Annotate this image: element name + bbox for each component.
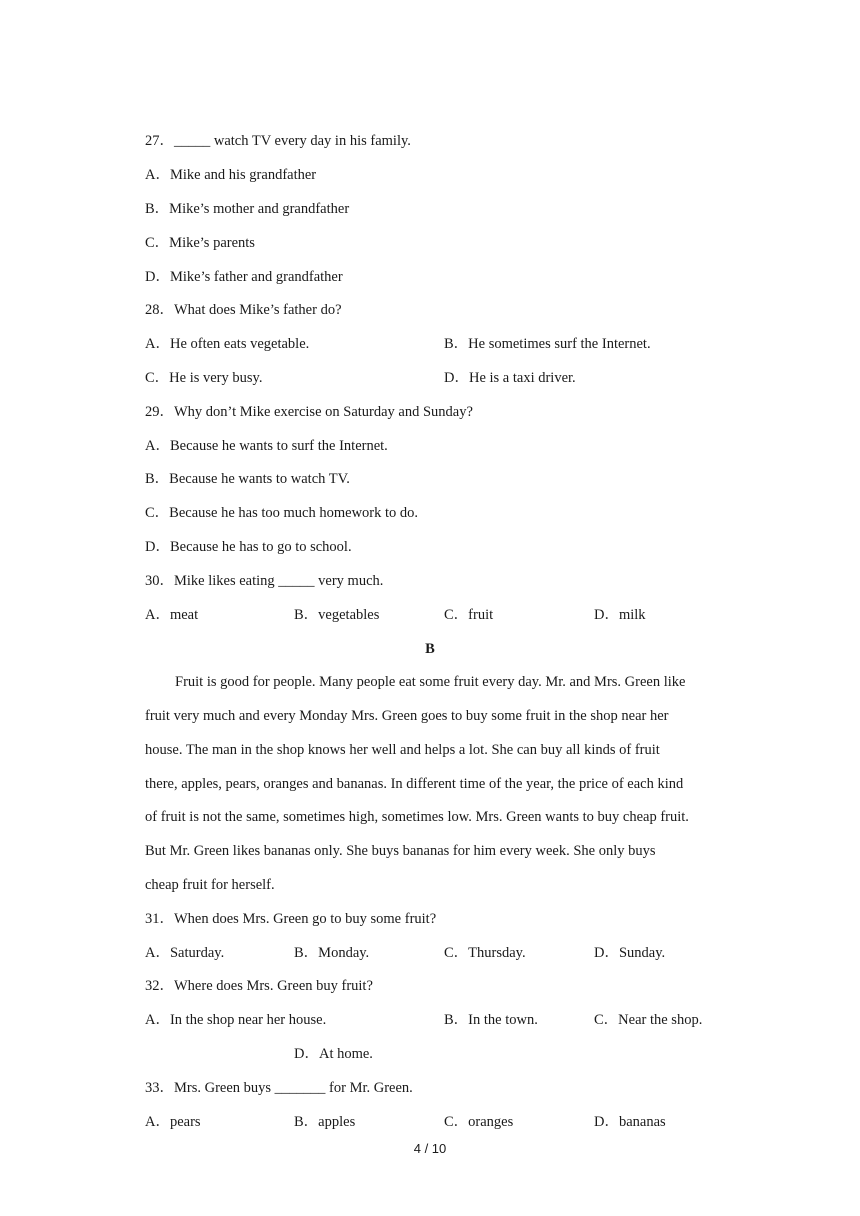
question-28-option-d: D．He is a taxi driver. bbox=[444, 370, 576, 386]
question-30-option-c: C．fruit bbox=[444, 607, 494, 623]
passage-line: house. The man in the shop knows her well and helps a lot. She can buy all kinds of fruit bbox=[145, 742, 660, 758]
question-32-option-d: D．At home. bbox=[294, 1046, 373, 1062]
page-number: 4 / 10 bbox=[413, 1141, 447, 1156]
question-27-option-d: D．Mike’s father and grandfather bbox=[145, 269, 343, 285]
question-33-option-d: D．bananas bbox=[594, 1114, 666, 1130]
question-33-option-b: B．apples bbox=[294, 1114, 356, 1130]
question-33-option-c: C．oranges bbox=[444, 1114, 514, 1130]
question-29-option-d: D．Because he has to go to school. bbox=[145, 539, 352, 555]
question-33-option-a: A．pears bbox=[145, 1114, 201, 1130]
question-31-option-b: B．Monday. bbox=[294, 945, 370, 961]
passage-line: cheap fruit for herself. bbox=[145, 877, 275, 893]
question-27-option-c: C．Mike’s parents bbox=[145, 235, 255, 251]
question-30-option-b: B．vegetables bbox=[294, 607, 380, 623]
question-28-option-a: A．He often eats vegetable. bbox=[145, 336, 310, 352]
section-b-heading: B bbox=[425, 641, 435, 657]
question-31-option-d: D．Sunday. bbox=[594, 945, 666, 961]
question-31-stem: 31．When does Mrs. Green go to buy some fruit? bbox=[145, 911, 437, 927]
passage-line: there, apples, pears, oranges and bananas. In different time of the year, the price of each kind bbox=[145, 776, 684, 792]
question-30-stem: 30．Mike likes eating _____ very much. bbox=[145, 573, 384, 589]
question-29-stem: 29．Why don’t Mike exercise on Saturday and Sunday? bbox=[145, 404, 473, 420]
question-29-option-a: A．Because he wants to surf the Internet. bbox=[145, 438, 388, 454]
question-31-option-a: A．Saturday. bbox=[145, 945, 225, 961]
passage-line: fruit very much and every Monday Mrs. Green goes to buy some fruit in the shop near her bbox=[145, 708, 669, 724]
question-32-option-b: B．In the town. bbox=[444, 1012, 538, 1028]
question-32-option-c: C．Near the shop. bbox=[594, 1012, 703, 1028]
question-27-option-a: A．Mike and his grandfather bbox=[145, 167, 317, 183]
question-28-stem: 28．What does Mike’s father do? bbox=[145, 302, 342, 318]
question-33-stem: 33．Mrs. Green buys _______ for Mr. Green. bbox=[145, 1080, 413, 1096]
question-30-option-d: D．milk bbox=[594, 607, 646, 623]
question-27-stem: 27．_____ watch TV every day in his family. bbox=[145, 133, 411, 149]
question-32-stem: 32．Where does Mrs. Green buy fruit? bbox=[145, 978, 373, 994]
question-27-option-b: B．Mike’s mother and grandfather bbox=[145, 201, 350, 217]
question-32-option-a: A．In the shop near her house. bbox=[145, 1012, 327, 1028]
question-28-option-c: C．He is very busy. bbox=[145, 370, 263, 386]
question-31-option-c: C．Thursday. bbox=[444, 945, 526, 961]
passage-line: But Mr. Green likes bananas only. She buys bananas for him every week. She only buys bbox=[145, 843, 656, 859]
question-28-option-b: B．He sometimes surf the Internet. bbox=[444, 336, 651, 352]
question-29-option-b: B．Because he wants to watch TV. bbox=[145, 471, 350, 487]
passage-line: Fruit is good for people. Many people eat some fruit every day. Mr. and Mrs. Green like bbox=[175, 674, 686, 690]
question-29-option-c: C．Because he has too much homework to do. bbox=[145, 505, 419, 521]
question-30-option-a: A．meat bbox=[145, 607, 199, 623]
passage-line: of fruit is not the same, sometimes high, sometimes low. Mrs. Green wants to buy cheap fruit. bbox=[145, 809, 689, 825]
